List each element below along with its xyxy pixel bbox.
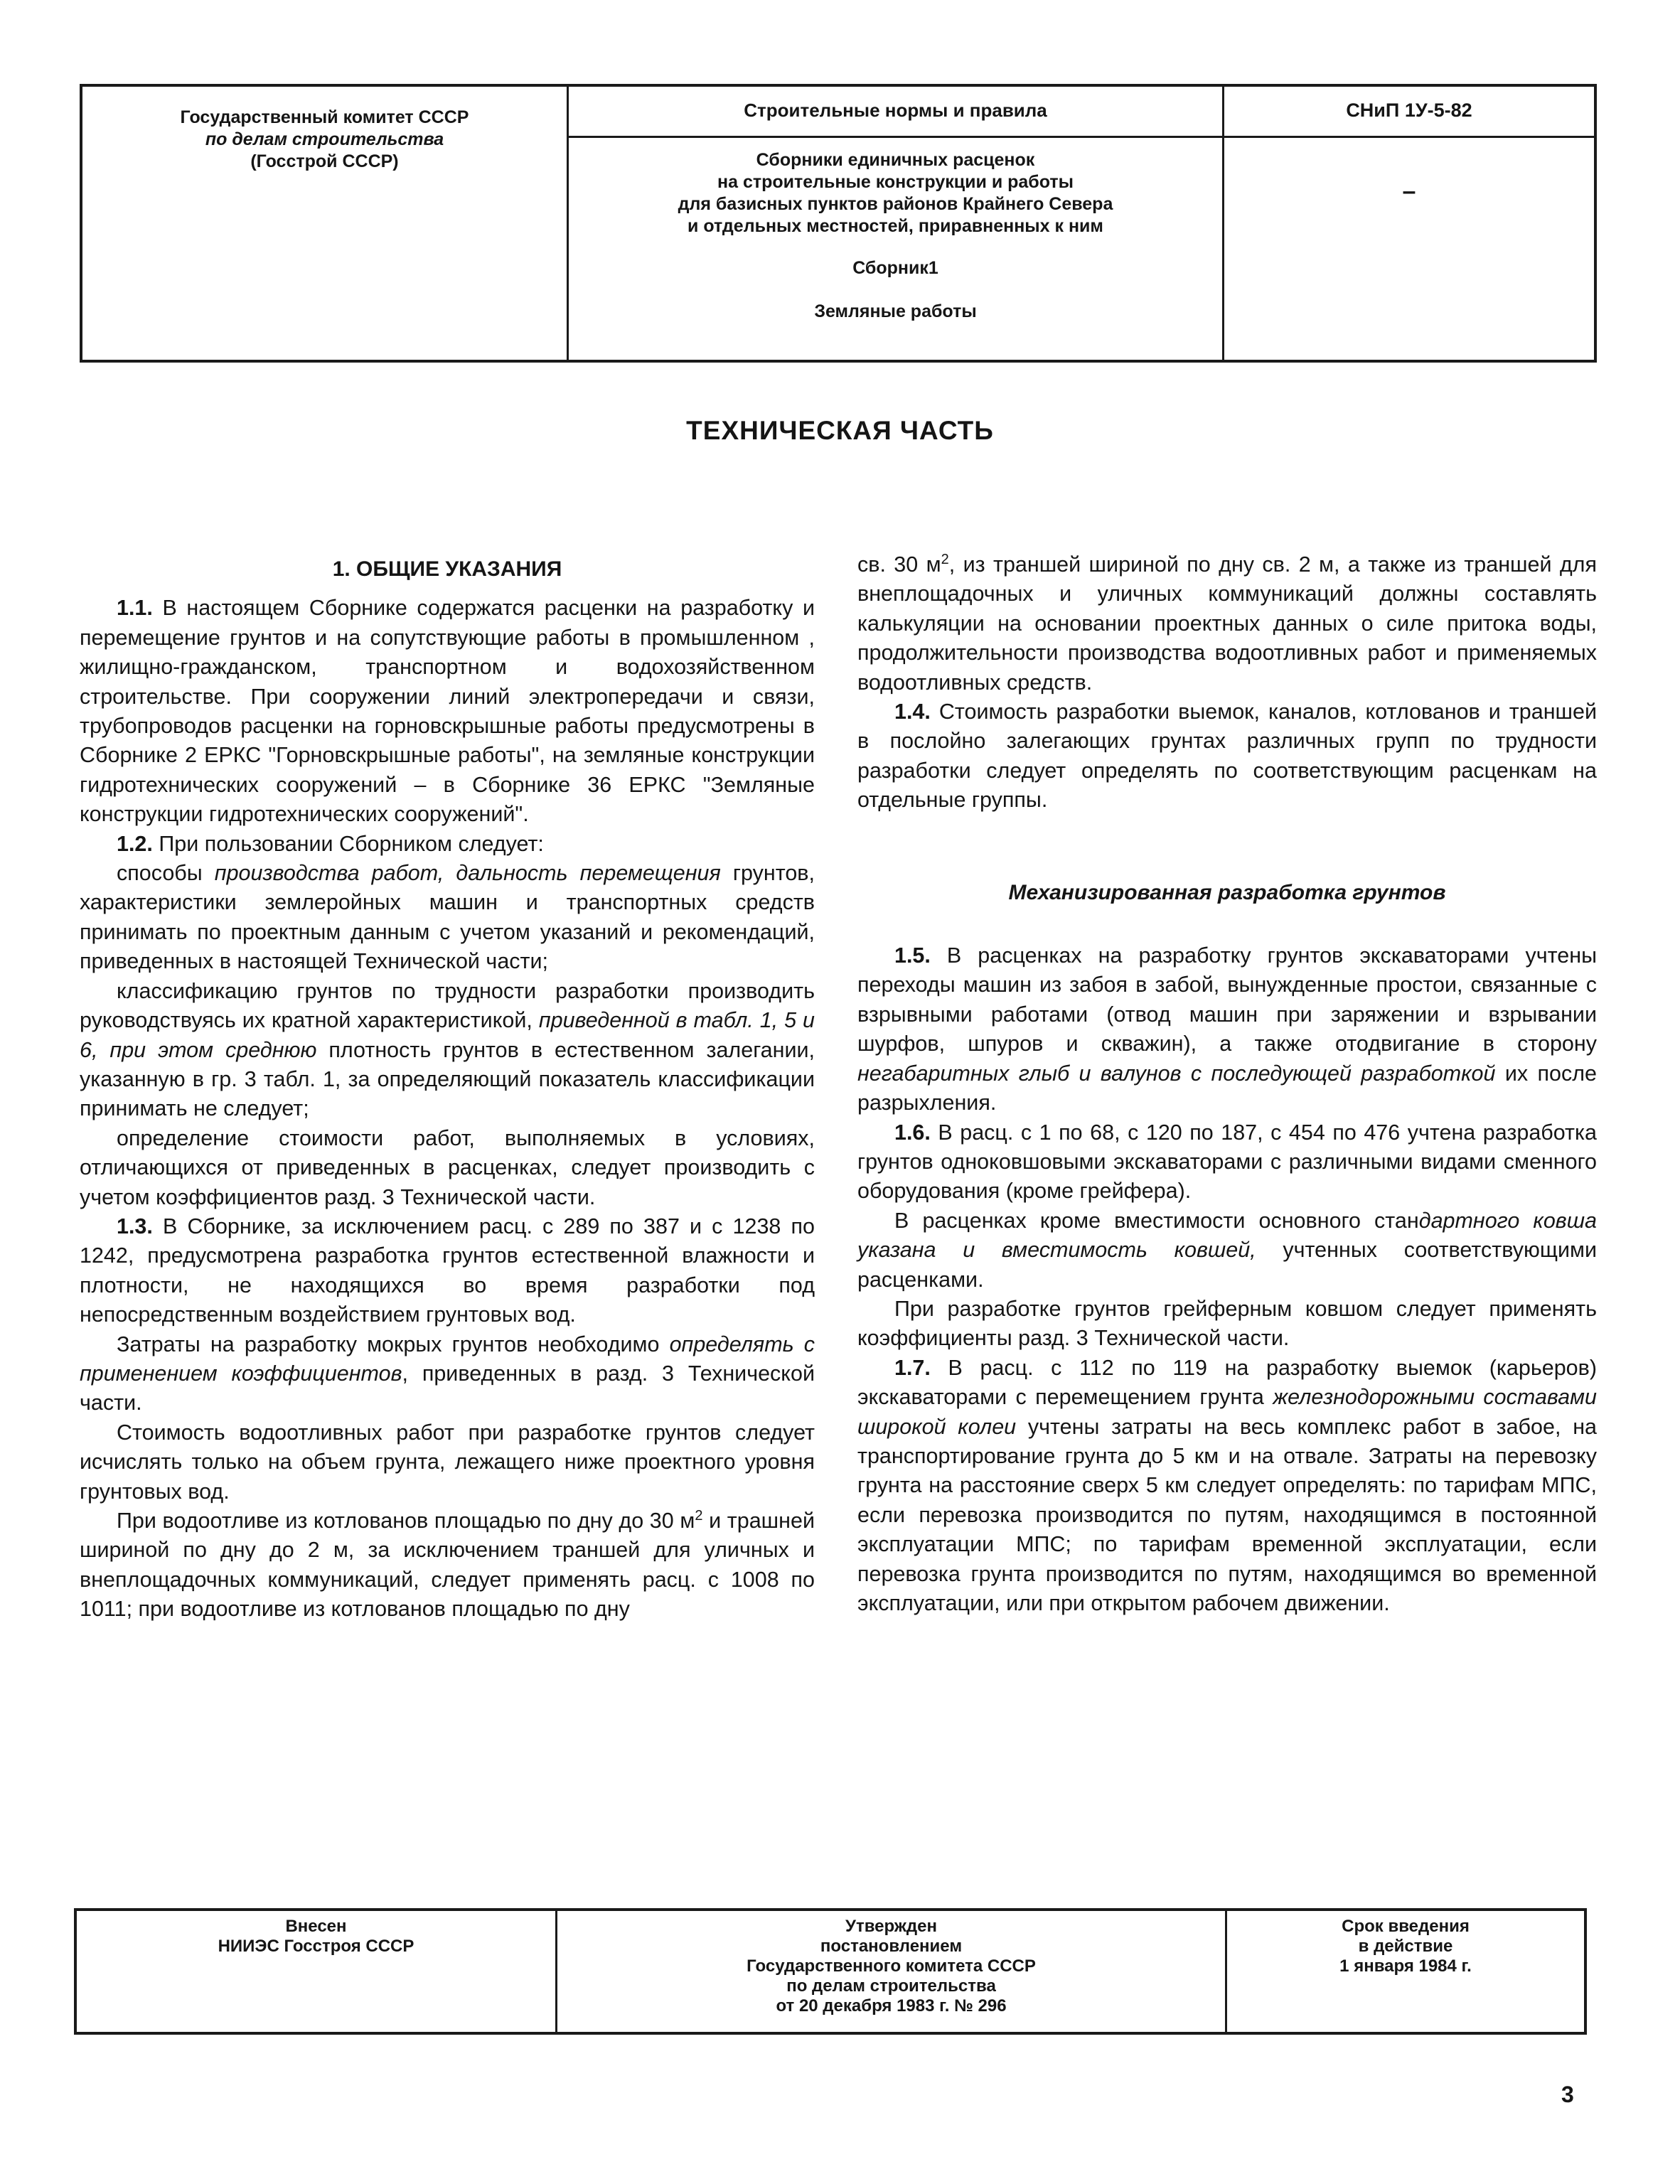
paragraph (857, 1206, 1597, 1295)
text-run: В расц. с 1 по 68, с 120 по 187, с 454 по 476 учтена разработка грунтов одноковшовыми экскаваторами с различными видами сменного оборудования (кроме грейфера). (857, 1120, 1597, 1204)
code-dash: – (1402, 178, 1416, 205)
paragraph (80, 1330, 815, 1418)
paragraph (80, 859, 815, 977)
clause-number: 1.5. (894, 943, 931, 968)
paragraph (80, 1418, 815, 1506)
paragraph (80, 1506, 815, 1624)
footer-line: Срок введения (1342, 1917, 1470, 1936)
text-run: В расц. с 112 по 119 на разработку выемок (карьеров) экскаваторами с перемещением грунта (857, 1355, 1597, 1410)
text-run: При водоотливе из котлованов площадью по дну до 30 м (117, 1509, 695, 1533)
paragraph (857, 1295, 1597, 1354)
paragraph (80, 977, 815, 1124)
italic-run: дартного ковша указана и вместимость ковшей, (857, 1208, 1597, 1263)
right-paragraphs-bottom (857, 941, 1597, 1618)
text-run: В расценках на разработку грунтов экскаваторами учтены переходы машин из забоя в забой, вынужденные простои, связанные с взрывными работами (отвод машин при заряжении и взрывании шурфов, шпуров и скважин), а также отодвигание в сторону (857, 943, 1597, 1056)
clause-number: 1.6. (894, 1120, 931, 1145)
footer-approved (557, 1911, 1227, 2032)
paragraph (80, 594, 815, 829)
description-line: и отдельных местностей, приравненных к ним (687, 216, 1103, 236)
issuer-line: Государственный комитет СССР (180, 107, 469, 127)
footer-line: по делам строительства (786, 1976, 996, 1996)
italic-run: определять с применением коэффициентов (80, 1332, 815, 1386)
text-run: их после разрыхления. (857, 1061, 1597, 1115)
collection-number: Сборник1 (852, 258, 938, 278)
description-line: для базисных пунктов районов Крайнего Севера (678, 194, 1113, 214)
header-code (1224, 87, 1594, 360)
footer-line: 1 января 1984 г. (1339, 1956, 1472, 1976)
header-box (80, 84, 1597, 363)
description-line: Сборники единичных расценок (756, 150, 1035, 170)
clause-number: 1.3. (117, 1214, 153, 1238)
subsection-heading: Механизированная разработка грунтов (1008, 880, 1446, 904)
text-run: В Сборнике, за исключением расц. с 289 по 387 и с 1238 по 1242, предусмотрена разработка грунтов естественной влажности и плотности, не находящихся во время разработки под непосредственным воздействием грунтовых вод. (80, 1214, 815, 1327)
text-run: , из траншей шириной по дну св. 2 м, а также из траншей для внеплощадочных и уличных коммуникаций должны составлять калькуляции на основании проектных данных о силе притока воды, продолжительности производства водоотливных работ и применяемых водоотливных средств. (857, 552, 1597, 695)
superscript: 2 (941, 551, 949, 567)
text-run: плотность грунтов в естественном залегании, указанную в гр. 3 табл. 1, за определяющий показатель классификации принимать не следует; (80, 1037, 815, 1121)
paragraph (857, 1118, 1597, 1206)
norms-title: Строительные нормы и правила (569, 87, 1222, 138)
footer-line: НИИЭС Госстроя СССР (218, 1937, 414, 1956)
left-paragraphs (80, 594, 815, 1624)
footer-line: от 20 декабря 1983 г. № 296 (776, 1996, 1007, 2016)
paragraph (80, 830, 815, 859)
italic-run: негабаритных глыб и валунов с последующей разработкой (857, 1061, 1496, 1086)
paragraph (857, 697, 1597, 815)
header-issuer (82, 87, 569, 360)
clause-number: 1.2. (117, 831, 153, 856)
left-column (80, 555, 815, 1624)
paragraph (857, 550, 1597, 697)
footer-line: в действие (1358, 1937, 1453, 1956)
footer-effective-date (1227, 1911, 1584, 2032)
text-run: В настоящем Сборнике содержатся расценки на разработку и перемещение грунтов и на сопутствующие работы в промышленном , жилищно-гражданском, транспортном и водохозяйственном строительстве. При сооружении линий электропередачи и связи, трубопроводов расценки на горновскрышные работы предусмотрены в Сборнике 2 ЕРКС "Горновскрышные работы", на земляные конструкции гидротехнических сооружений – в Сборнике 36 ЕРКС "Земляные конструкции гидротехнических сооружений". (80, 596, 815, 827)
text-run: способы (117, 861, 215, 886)
right-paragraphs-top (857, 550, 1597, 815)
footer-box (74, 1908, 1587, 2035)
text-run: При разработке грунтов грейферным ковшом следует применять коэффициенты разд. 3 Технической части. (857, 1296, 1597, 1351)
clause-number: 1.7. (894, 1355, 931, 1380)
italic-run: производства работ, дальность перемещения (214, 861, 721, 886)
page-number: 3 (1561, 2082, 1574, 2107)
superscript: 2 (695, 1507, 703, 1524)
text-run: учтены затраты на весь комплекс работ в забое, на транспортирование грунта до 5 км и на отвале. Затраты на перевозку грунта на расстояние сверх 5 км следует определять: по тарифам МПС, если перевозка производится по путям, находящимся в постоянной эксплуатации МПС; по тарифам временной эксплуатации, если перевозка грунта производится по путям, находящимся во временной эксплуатации, или при открытом рабочем движении. (857, 1414, 1597, 1615)
text-run: , приведенных в разд. 3 Технической части. (80, 1361, 815, 1415)
description-line: на строительные конструкции и работы (717, 172, 1074, 192)
footer-submitted (77, 1911, 557, 2032)
clause-number: 1.1. (117, 596, 153, 621)
text-run: Затраты на разработку мокрых грунтов необходимо (117, 1332, 670, 1356)
text-run: При пользовании Сборником следует: (152, 831, 544, 856)
text-run: и трашней шириной по дну до 2 м, за исключением траншей для уличных и внеплощадочных коммуникаций, следует применять расц. с 1008 по 1011; при водоотливе из котлованов площадью по дну (80, 1509, 815, 1622)
text-run: Стоимость водоотливных работ при разработке грунтов следует исчислять только на объем грунта, лежащего ниже проектного уровня грунтовых вод. (80, 1420, 815, 1504)
footer-line: постановлением (820, 1937, 963, 1956)
right-column (857, 550, 1597, 1618)
footer-line: Государственного комитета СССР (747, 1956, 1036, 1976)
issuer-line: по делам строительства (205, 129, 444, 149)
footer-line: Утвержден (845, 1917, 937, 1936)
clause-number: 1.4. (894, 700, 931, 724)
text-run: св. 30 м (857, 552, 941, 577)
text-run: определение стоимости работ, выполняемых в условиях, отличающихся от приведенных в расценках, следует производить с учетом коэффициентов разд. 3 Технической части. (80, 1125, 815, 1209)
document-code: СНиП 1У-5-82 (1224, 87, 1594, 138)
paragraph (857, 1354, 1597, 1619)
text-run: Стоимость разработки выемок, каналов, котлованов и траншей в послойно залегающих грунтах различных групп по трудности разработки следует определять по соответствующим расценкам на отдельные группы. (857, 700, 1597, 813)
page-title: ТЕХНИЧЕСКАЯ ЧАСТЬ (686, 416, 994, 445)
text-run: грунтов, характеристики землеройных машин и транспортных средств принимать по проектным данным с учетом указаний и рекомендаций, приведенных в настоящей Технической части; (80, 861, 815, 974)
header-description (569, 87, 1224, 360)
issuer-line: (Госстрой СССР) (250, 151, 399, 171)
text-run: учтенных соответствующими расценками. (857, 1238, 1597, 1292)
footer-line: Внесен (285, 1917, 347, 1936)
collection-description (569, 138, 1222, 237)
collection-subject: Земляные работы (814, 301, 977, 321)
paragraph (80, 1124, 815, 1212)
section-heading: 1. ОБЩИЕ УКАЗАНИЯ (332, 557, 562, 581)
paragraph (857, 941, 1597, 1118)
italic-run: железнодорожными составами широкой колеи (857, 1385, 1597, 1439)
italic-run: приведенной в табл. 1, 5 и 6, при этом среднюю (80, 1008, 815, 1062)
text-run: В расценках кроме вместимости основного стан (894, 1208, 1419, 1233)
paragraph (80, 1212, 815, 1330)
text-run: классификацию грунтов по трудности разработки производить руководствуясь их кратной характеристикой, (80, 978, 815, 1033)
